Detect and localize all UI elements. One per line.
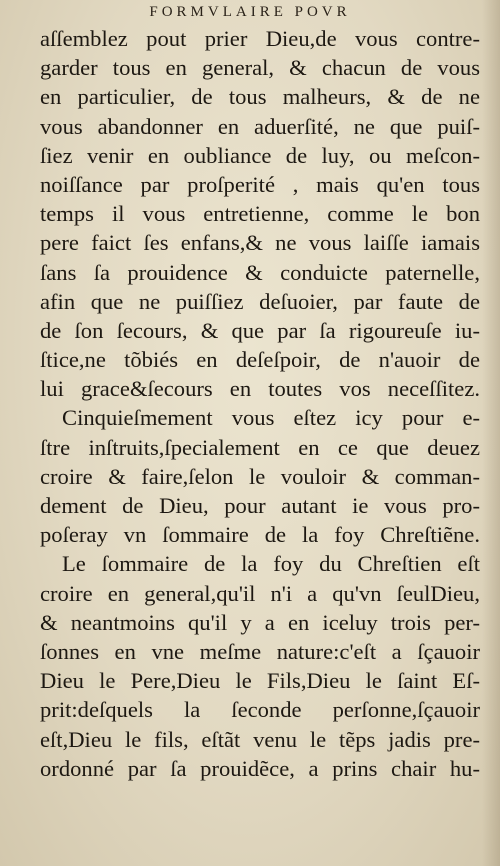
text-line: poſeray vn ſommaire de la foy Chreſtiẽne. <box>40 522 480 548</box>
text-line: de ſon ſecours, & que par ſa rigoureuſe iu- <box>40 317 480 343</box>
page-edge-shadow <box>482 0 500 866</box>
body-text <box>40 24 480 783</box>
text-line: & neantmoins qu'il y a en iceluy trois per- <box>40 609 480 635</box>
text-line: Dieu le Pere,Dieu le Fils,Dieu le ſaint Eſ- <box>40 668 480 694</box>
text-line: ſonnes en vne meſme nature:c'eſt a ſçauoir <box>40 638 480 664</box>
text-line: ſtre inſtruits,ſpecialement en ce que deuez <box>40 434 480 460</box>
text-line: ſtice,ne tõbiés en deſeſpoir, de n'auoir de <box>40 347 480 373</box>
text-line: temps il vous entretienne, comme le bon <box>40 201 480 227</box>
text-line: garder tous en general, & chacun de vous <box>40 55 480 81</box>
text-line: croire en general,qu'il n'i a qu'vn ſeulDieu, <box>40 580 480 606</box>
text-line: prit:deſquels la ſeconde perſonne,ſçauoir <box>40 697 480 723</box>
paragraph-start-line: Cinquieſmement vous eſtez icy pour e- <box>62 405 480 431</box>
text-line: noiſſance par proſperité , mais qu'en tous <box>40 171 480 197</box>
text-line: ſans ſa prouidence & conduicte paternelle, <box>40 259 480 285</box>
text-line: ordonné par ſa prouidẽce, a prins chair hu- <box>40 755 480 781</box>
text-line: lui grace&ſecours en toutes vos neceſſitez. <box>40 376 480 402</box>
text-line: afin que ne puiſſiez deſuoier, par faute de <box>40 288 480 314</box>
text-line: ſiez venir en oubliance de luy, ou meſcon- <box>40 142 480 168</box>
text-line: dement de Dieu, pour autant ie vous pro- <box>40 493 480 518</box>
text-line: eſt,Dieu le fils, eſtãt venu le tẽps jadis pre- <box>40 726 480 752</box>
text-line: pere faict ſes enfans,& ne vous laiſſe iamais <box>40 230 480 256</box>
text-line: croire & faire,ſelon le vouloir & comman- <box>40 463 480 489</box>
paragraph-start-line: Le ſommaire de la foy du Chreſtien eſt <box>62 551 480 577</box>
running-title: FORMVLAIRE POVR <box>149 4 351 20</box>
text-line: aſſemblez pout prier Dieu,de vous contre- <box>40 26 480 51</box>
text-line: vous abandonner en aduerſité, ne que puiſ- <box>40 113 480 139</box>
text-line: en particulier, de tous malheurs, & de ne <box>40 84 480 110</box>
